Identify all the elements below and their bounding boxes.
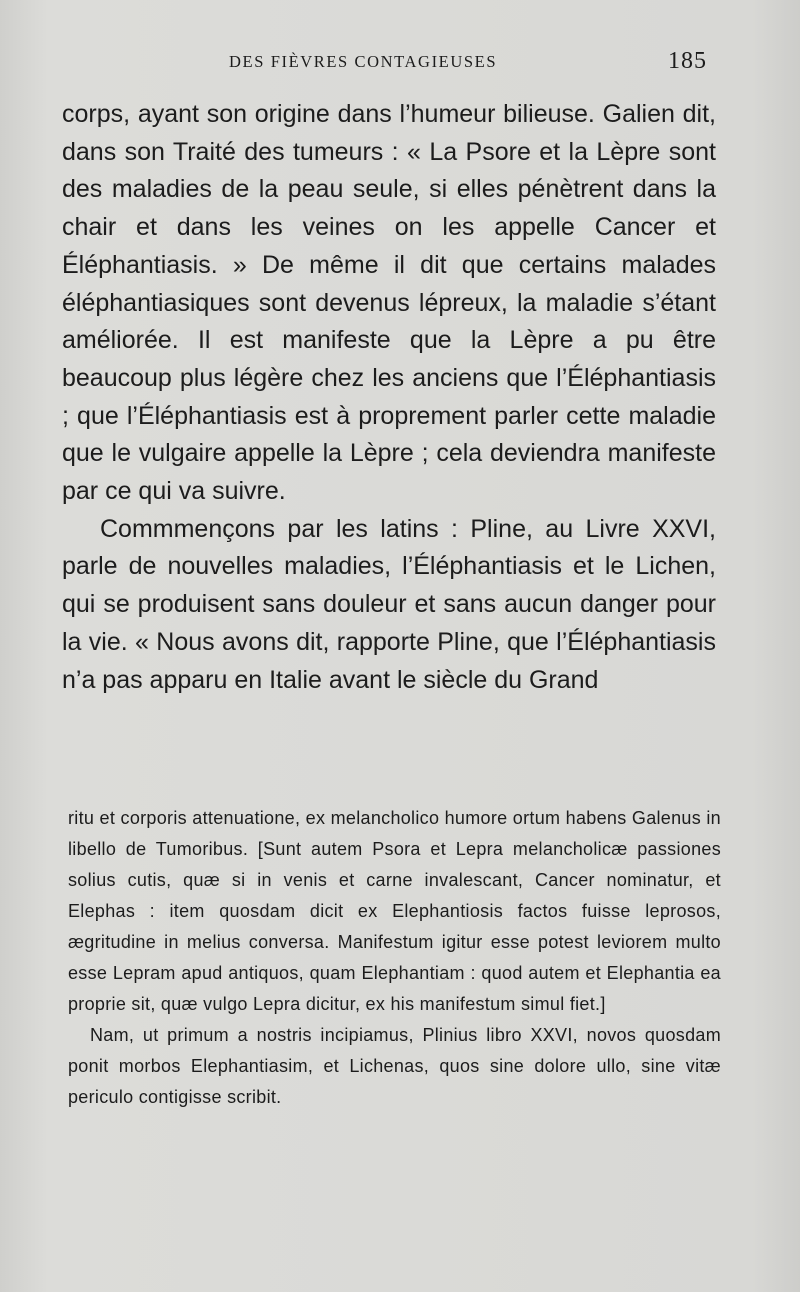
main-paragraph: corps, ayant son origine dans l’humeur bilieuse. Galien dit, dans son Traité des tumeurs : « La Psore et la Lèpre sont des maladies de la peau seule, si elles pénètrent dans la chair et dans les veines on les appelle Cancer et Éléphantiasis. » De même il dit que certains malades éléphantiasiques sont devenus lépreux, la maladie s’étant améliorée. Il est manifeste que la Lèpre a pu être beaucoup plus légère chez les anciens que l’Éléphantiasis ; que l’Éléphantiasis est à proprement parler cette maladie que le vulgaire appelle la Lèpre ; cela deviendra manifeste par ce qui va suivre. (62, 100, 716, 506)
running-title: DES FIÈVRES CONTAGIEUSES (229, 52, 498, 71)
page-header (0, 48, 800, 78)
footnote-latin (68, 803, 721, 1113)
main-text (62, 96, 716, 699)
page-number: 185 (668, 48, 707, 74)
main-paragraph: Commmençons par les latins : Pline, au Livre XXVI, parle de nouvelles maladies, l’Éléphantiasis et le Lichen, qui se produisent sans douleur et sans aucun danger pour la vie. « Nous avons dit, rapporte Pline, que l’Éléphantiasis n’a pas apparu en Italie avant le siècle du Grand (62, 514, 716, 694)
footnote-paragraph: Nam, ut primum a nostris incipiamus, Plinius libro XXVI, novos quosdam ponit morbos Elephantiasim, et Lichenas, quos sine dolore ullo, sine vitæ periculo contigisse scribit. (68, 1025, 721, 1107)
footnote-paragraph: ritu et corporis attenuatione, ex melancholico humore ortum habens Galenus in libello de Tumoribus. [Sunt autem Psora et Lepra melancholicæ passiones solius cutis, quæ si in venis et carne invalescant, Cancer nominatur, et Elephas : item quosdam dicit ex Elephantiosis factos fuisse leprosos, ægritudine in melius conversa. Manifestum igitur esse potest leviorem multo esse Lepram apud antiquos, quam Elephantiam : quod autem et Elephantia ea proprie sit, quæ vulgo Lepra dicitur, ex his manifestum simul fiet.] (68, 808, 721, 1014)
